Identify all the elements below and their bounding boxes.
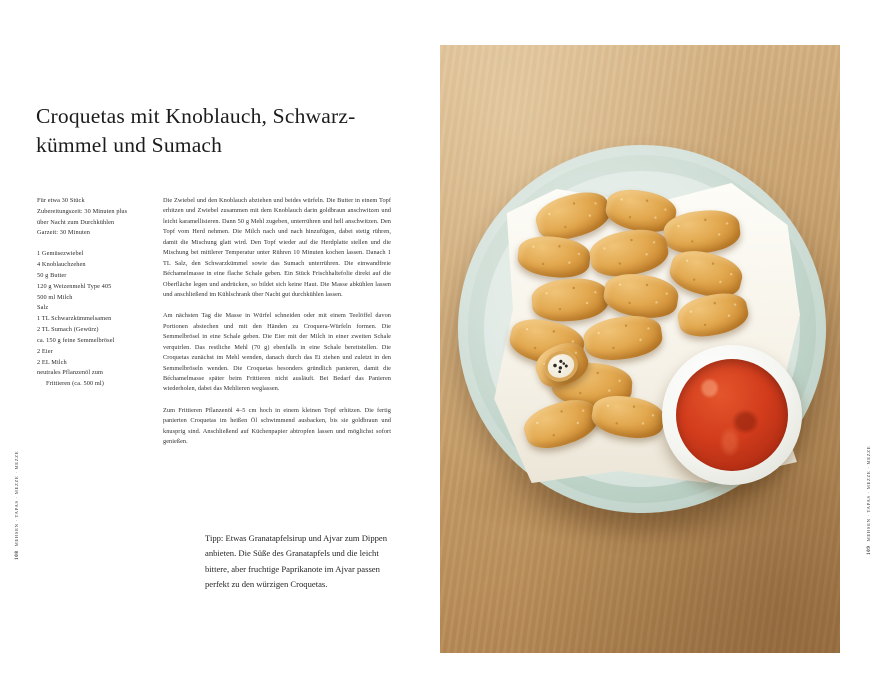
folio-left (14, 451, 20, 560)
ingredient-item: Salz (37, 304, 49, 312)
tip-callout: Tipp: Etwas Granatapfelsirup und Ajvar zum Dippen anbieten. Die Süße des Granatapfels und die leicht bittere, aber fruchtige Paprikanote im Ajvar passen perfekt zu den würzigen Croquetas. (205, 533, 388, 589)
meta-line: Für etwa 30 Stück (37, 197, 85, 204)
recipe-title: Croquetas mit Knoblauch, Schwarz- kümmel und Sumach (36, 104, 356, 157)
recipe-meta-block (37, 196, 145, 239)
method-paragraph: Zum Frittieren Pflanzenöl 4–5 cm hoch in einem kleinen Topf erhitzen. Die fertig panierten Croquetas im heißen Öl schwimmend ausbacken, bis sie goldbraun und knusprig sind. Anschließend auf Küchenpapier abtropfen lassen und möglichst sofort genießen. (163, 406, 391, 446)
page-number: 108 (15, 550, 20, 560)
running-head: MEHSEN · TAPAS · MEZZE · MEZZE (14, 450, 19, 547)
ingredient-item: 500 ml Milch (37, 293, 73, 301)
ingredient-item: 120 g Weizenmehl Type 405 (37, 282, 112, 290)
ingredient-item: Frittieren (ca. 500 ml) (46, 380, 104, 388)
ingredient-item: 4 Knoblauchzehen (37, 261, 86, 269)
ingredient-item: ca. 150 g feine Semmelbrösel (37, 336, 115, 344)
page-number: 109 (867, 545, 872, 555)
meta-line: Zubereitungszeit: 30 Minuten plus (37, 207, 128, 215)
ingredient-item: 2 Eier (37, 347, 53, 355)
ingredient-item: 2 TL Sumach (Gewürz) (37, 326, 99, 334)
ingredient-item: 50 g Butter (37, 271, 67, 279)
ingredient-item: 1 Gemüsezwiebel (37, 250, 84, 258)
folio-right (866, 446, 872, 555)
method-paragraph: Am nächsten Tag die Masse in Würfel schneiden oder mit einem Teelöffel davon Portionen abstechen und mit den Händen zu Croquera-Würfeln formen. Die Semmelbrösel in eine Schale geben. Die Eier mit der Milch in einer zweiten Schale verquirlen. Das restliche Mehl (70 g) ebenfalls in eine Schale bereitstellen. Die Croquetas zunächst im Mehl wenden, danach durch das Ei ziehen und zuletzt in den Semmelbröseln wenden. Die Croquetas besonders gründlich panieren, damit die Béchamelmasse später beim Frittieren nicht ausläuft. Bei Bedarf das Panieren wiederholen, dabei das Mehlieren weglassen. (163, 312, 391, 393)
method-column (163, 196, 391, 459)
method-paragraph: Die Zwiebel und den Knoblauch abziehen und beides würfeln. Die Butter in einem Topf erhitzen und Zwiebel zusammen mit dem Knoblauch darin goldbraun anschwitzen und leicht karamellisieren. Dann 50 g Mehl zugeben, unterrühren und hell anschwitzen. Den Topf vom Herd nehmen. Die Milch nach und nach hinzufügen, dabei stetig rühren, damit die Mischung glatt wird. Den Topf wieder auf die Herdplatte stellen und die Mischung bei mittlerer Temperatur unter Rühren 10 Minuten kochen lassen. Danach 1 TL Salz, den Schwarzkümmel sowie das Sumach unterrühren. Die einwandfreie Béchamelmasse in eine flache Schale geben. Ein Stück Frischhaltefolie direkt auf die Oberfläche legen und andrücken, so bildet sich keine Haut. Die Masse abkühlen lassen und anschließend im Kühlschrank über Nacht gut durchkühlen lassen. (163, 197, 391, 298)
left-page (0, 0, 436, 698)
ingredients-column (37, 196, 145, 400)
running-head: MEHSEN · TAPAS · MEZZE · MEZZE (866, 445, 871, 542)
recipe-photo (440, 45, 840, 653)
ajvar-dip (676, 359, 788, 471)
ingredient-item: 2 EL Milch (37, 358, 67, 366)
dip-bowl (662, 345, 802, 485)
meta-line: über Nacht zum Durchkühlen (37, 218, 115, 226)
ingredients-list (37, 249, 145, 390)
ingredient-item: 1 TL Schwarzkümmelsamen (37, 315, 112, 323)
ingredient-item: neutrales Pflanzenöl zum (37, 369, 104, 377)
meta-line: Garzeit: 30 Minuten (37, 229, 90, 237)
